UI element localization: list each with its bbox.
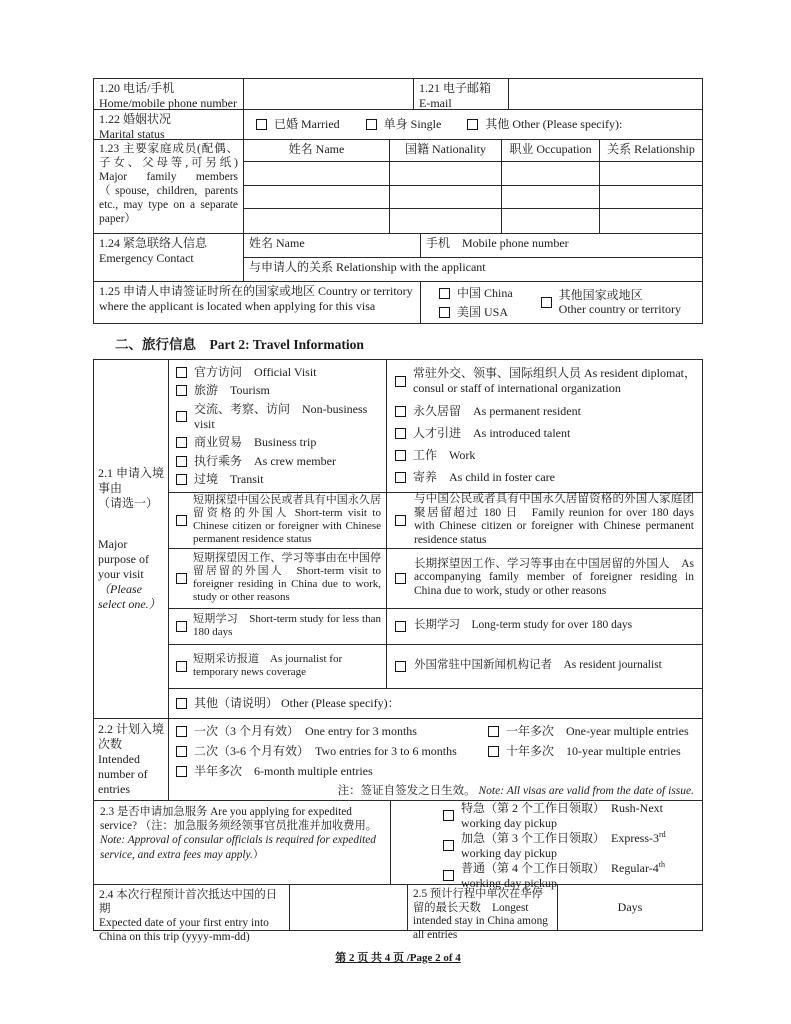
option-marital-other	[467, 117, 622, 132]
field-1-22-label-en: Marital status	[99, 127, 165, 141]
checkbox-regular[interactable]	[443, 870, 454, 881]
header-nationality: 国籍 Nationality	[390, 140, 502, 161]
option-work	[395, 448, 702, 463]
field-1-20-label-zh: 1.20 电话/手机	[99, 81, 175, 95]
family-occupation-cell[interactable]	[502, 186, 600, 209]
purpose-options	[169, 360, 702, 718]
field-2-1-label-zh2: （请选一）	[98, 495, 159, 510]
option-two-entries-label: 二次（3-6 个月有效） Two entries for 3 to 6 months	[194, 743, 457, 758]
section-2-2	[94, 718, 702, 800]
entries-line-2	[176, 744, 696, 759]
row-1-24	[94, 233, 702, 281]
checkbox-short-visit-foreigner[interactable]	[176, 573, 187, 584]
option-six-month-multiple	[176, 764, 488, 779]
checkbox-transit[interactable]	[176, 474, 187, 485]
field-2-4-label	[94, 885, 290, 943]
family-members-table	[244, 140, 702, 233]
option-crew-member-label: 执行乘务 As crew member	[194, 453, 336, 468]
option-usa-label: 美国 USA	[457, 304, 509, 319]
option-short-visit-citizen-label: 短期探望中国公民或者具有中国永久居留资格的外国人 Short-term visit to Chinese citizen or foreigner with Chinese permanent residence status	[193, 494, 381, 546]
option-regular-sup: th	[658, 859, 665, 869]
checkbox-long-study[interactable]	[395, 621, 406, 632]
option-married	[256, 117, 340, 132]
option-short-study-label: 短期学习 Short-term study for less than 180 days	[193, 613, 381, 639]
option-single-label: 单身 Single	[383, 117, 442, 131]
longest-stay-days-cell[interactable]	[558, 885, 702, 930]
option-foster-care-label: 寄养 As child in foster care	[413, 470, 555, 485]
option-rush	[443, 801, 702, 831]
option-journalist-temp-label: 短期采访报道 As journalist for temporary news coverage	[193, 653, 343, 679]
field-1-21-label	[414, 79, 509, 109]
option-family-reunion	[387, 493, 702, 548]
family-nationality-cell[interactable]	[390, 186, 502, 209]
checkbox-rush[interactable]	[443, 810, 454, 821]
option-business-trip-label: 商业贸易 Business trip	[194, 435, 317, 450]
option-long-study	[387, 609, 702, 644]
option-short-visit-citizen	[169, 493, 387, 548]
option-crew-member	[176, 454, 386, 469]
emergency-mobile-cell[interactable]: 手机 Mobile phone number	[426, 236, 569, 250]
option-one-entry	[176, 724, 488, 739]
option-single	[366, 117, 442, 132]
purpose-block-right	[387, 360, 702, 492]
option-official-visit-label: 官方访问 Official Visit	[194, 364, 317, 379]
entries-options	[169, 719, 702, 800]
option-short-visit-foreigner	[169, 549, 387, 608]
option-business-trip	[176, 435, 386, 450]
checkbox-married[interactable]	[256, 119, 267, 130]
option-resident-diplomat-label: 常驻外交、领事、国际组织人员 As resident diplomat，consul or staff of international organization	[413, 366, 696, 396]
option-family-reunion-label: 与中国公民或者具有中国永久居留资格的外国人家庭团聚居留超过 180 日 Family reunion for over 180 days with Chinese citizen or foreigner with Chinese permanent residence status	[414, 492, 694, 547]
row-1-23	[94, 139, 702, 233]
entry-date-input-area[interactable]	[290, 885, 408, 930]
option-resident-diplomat	[395, 366, 702, 396]
option-transit	[176, 472, 386, 487]
family-relationship-cell[interactable]	[600, 186, 702, 209]
option-introduced-talent-label: 人才引进 As introduced talent	[413, 425, 571, 440]
emergency-contact-cells	[244, 234, 702, 281]
checkbox-express[interactable]	[443, 840, 454, 851]
option-rush-label: 特急（第 2 个工作日领取） Rush-Next working day pickup	[461, 800, 663, 830]
option-location-other-zh: 其他国家或地区	[558, 287, 643, 302]
option-location-other-label	[559, 289, 681, 317]
checkbox-short-visit-citizen[interactable]	[176, 515, 187, 526]
family-nationality-cell[interactable]	[390, 162, 502, 185]
field-1-23-label: 1.23 主要家庭成员(配偶、子女、父母等,可另纸) Major family members （spouse, children, parents etc., may type on a separate paper）	[94, 140, 244, 233]
checkbox-one-entry[interactable]	[176, 726, 187, 737]
checkbox-tourism[interactable]	[176, 385, 187, 396]
entries-note-zh: 注：签证自签发之日生效。	[337, 784, 476, 797]
family-table-header	[244, 140, 702, 162]
checkbox-ten-year-multiple[interactable]	[488, 746, 499, 757]
location-options	[421, 282, 702, 323]
entries-line-3	[176, 764, 696, 779]
checkbox-location-china[interactable]	[439, 288, 450, 299]
family-name-cell[interactable]	[244, 162, 390, 185]
purpose-row-journalist	[169, 644, 702, 688]
option-accompanying-family	[387, 549, 702, 608]
option-regular-post: working day pickup	[461, 875, 557, 890]
option-permanent-resident	[395, 404, 702, 419]
checkbox-resident-diplomat[interactable]	[395, 376, 406, 387]
option-two-entries	[176, 744, 488, 759]
checkbox-permanent-resident[interactable]	[395, 406, 406, 417]
option-tourism-label: 旅游 Tourism	[194, 383, 270, 398]
option-six-month-multiple-label: 半年多次 6-month multiple entries	[194, 763, 373, 778]
family-relationship-cell[interactable]	[600, 209, 702, 233]
option-ten-year-multiple-label: 十年多次 10-year multiple entries	[506, 743, 681, 758]
option-express-post: working day pickup	[461, 845, 557, 860]
option-transit-label: 过境 Transit	[194, 472, 264, 487]
option-china	[439, 286, 513, 301]
family-table-row	[244, 209, 702, 233]
option-non-business-label: 交流、考察、访问 Non-business visit	[194, 401, 368, 431]
field-2-1-label-en2: （Please select one.）	[98, 581, 161, 611]
option-married-label: 已婚 Married	[274, 117, 340, 131]
purpose-row-short-visit	[169, 492, 702, 548]
family-nationality-cell[interactable]	[390, 209, 502, 233]
entries-note	[176, 784, 696, 798]
field-1-21-label-en: E-mail	[419, 96, 452, 110]
family-name-cell[interactable]	[244, 209, 390, 233]
checkbox-introduced-talent[interactable]	[395, 428, 406, 439]
option-marital-other-label: 其他 Other (Please specify):	[485, 117, 623, 131]
field-1-21-label-zh: 1.21 电子邮箱	[419, 81, 492, 95]
field-2-2-label-zh: 2.2 计划入境次数	[98, 721, 165, 751]
field-2-3-label-main: 2.3 是否申请加急服务 Are you applying for expedited service? （注：加急服务须经领事官员批准并加收费用。	[100, 805, 378, 833]
header-name: 姓名 Name	[244, 140, 390, 161]
checkbox-family-reunion[interactable]	[395, 515, 406, 526]
purpose-block	[169, 360, 702, 492]
checkbox-journalist-temp[interactable]	[176, 661, 187, 672]
header-occupation: 职业 Occupation	[502, 140, 600, 161]
checkbox-official-visit[interactable]	[176, 367, 187, 378]
row-1-22	[94, 109, 702, 139]
emergency-relationship-cell[interactable]: 与申请人的关系 Relationship with the applicant	[249, 260, 486, 274]
part1-table	[93, 78, 703, 324]
checkbox-work[interactable]	[395, 450, 406, 461]
option-short-study	[169, 609, 387, 644]
family-relationship-cell[interactable]	[600, 162, 702, 185]
field-1-24-label-en: Emergency Contact	[99, 251, 194, 265]
family-table-row	[244, 162, 702, 186]
option-express	[443, 831, 702, 861]
option-introduced-talent	[395, 426, 702, 441]
field-1-20-label-en: Home/mobile phone number	[99, 96, 237, 110]
row-1-25	[94, 281, 702, 323]
option-accompanying-family-label: 长期探望因工作、学习等事由在中国居留的外国人 As accompanying family member of foreigner residing in China due to work, study or other reasons	[414, 557, 694, 598]
option-work-label: 工作 Work	[413, 448, 476, 463]
family-occupation-cell[interactable]	[502, 162, 600, 185]
field-2-4-label-zh: 2.4 本次行程预计首次抵达中国的日期	[99, 888, 278, 915]
marital-options	[244, 110, 702, 139]
option-permanent-resident-label: 永久居留 As permanent resident	[413, 403, 581, 418]
field-2-3-label	[94, 801, 391, 884]
family-occupation-cell[interactable]	[502, 209, 600, 233]
field-1-22-label-zh: 1.22 婚姻状况	[99, 112, 172, 126]
option-journalist-temp	[169, 645, 387, 688]
section-2-1	[94, 360, 702, 718]
option-purpose-other-label: 其他（请说明） Other (Please specify)：	[194, 695, 400, 710]
field-2-2-label-en: Intended number of entries	[98, 751, 148, 796]
option-china-label: 中国 China	[457, 285, 513, 300]
field-1-24-label-zh: 1.24 紧急联络人信息	[99, 236, 208, 250]
expedited-options	[391, 800, 702, 890]
checkbox-business-trip[interactable]	[176, 437, 187, 448]
email-input-area[interactable]	[509, 79, 702, 109]
field-2-5-label: 2.5 预计行程中单次在华停留的最长天数 Longest intended stay in China among all entries	[408, 885, 558, 930]
checkbox-purpose-other[interactable]	[176, 698, 187, 709]
option-one-year-multiple-label: 一年多次 One-year multiple entries	[506, 723, 689, 738]
emergency-name-cell[interactable]: 姓名 Name	[244, 234, 421, 257]
field-2-1-label	[94, 360, 169, 718]
checkbox-marital-other[interactable]	[467, 119, 478, 130]
family-name-cell[interactable]	[244, 186, 390, 209]
checkbox-short-study[interactable]	[176, 621, 187, 632]
checkbox-non-business[interactable]	[176, 411, 187, 422]
days-unit-label: Days	[617, 899, 643, 914]
option-express-label	[461, 831, 702, 861]
location-col-a	[439, 286, 513, 320]
option-express-pre: 加急（第 3 个工作日领取） Express-3	[461, 830, 659, 845]
header-relationship: 关系 Relationship	[607, 142, 695, 156]
family-table-row	[244, 186, 702, 210]
option-one-entry-label: 一次（3 个月有效） One entry for 3 months	[194, 723, 417, 738]
checkbox-resident-journalist[interactable]	[395, 661, 406, 672]
part2-table	[93, 359, 703, 943]
option-official-visit	[176, 365, 386, 380]
option-resident-journalist-label: 外国常驻中国新闻机构记者 As resident journalist	[414, 659, 662, 672]
option-non-business	[176, 402, 386, 432]
section-2-4-2-5	[94, 884, 702, 943]
option-one-year-multiple	[488, 724, 689, 739]
field-1-22-label	[94, 110, 244, 139]
checkbox-foster-care[interactable]	[395, 472, 406, 483]
field-1-25-label: 1.25 申请人申请签证时所在的国家或地区 Country or territory where the applicant is located when applying for this visa	[94, 282, 421, 323]
field-2-1-label-en: Major purpose of your visit	[98, 536, 149, 581]
field-2-1-label-zh: 2.1 申请入境事由	[98, 465, 165, 495]
option-long-study-label: 长期学习 Long-term study for over 180 days	[414, 619, 633, 632]
checkbox-location-other[interactable]	[541, 297, 552, 308]
option-foster-care	[395, 470, 702, 485]
option-short-visit-foreigner-label: 短期探望因工作、学习等事由在中国停留居留的外国人 Short-term visit to foreigner residing in China due to work, study or other reasons	[193, 552, 381, 604]
purpose-row-visit-foreigner	[169, 548, 702, 608]
field-2-3-label-close: ）	[252, 848, 265, 861]
field-2-3-label-note: Note: Approval of consular officials is required for expedited service, and extra fees may apply.	[100, 834, 376, 861]
option-tourism	[176, 383, 386, 398]
option-location-other-en: Other country or territory	[558, 301, 681, 316]
form-page	[93, 78, 703, 966]
checkbox-crew-member[interactable]	[176, 456, 187, 467]
option-express-sup: rd	[659, 829, 666, 839]
page-number: 第 2 页 共 4 页 /Page 2 of 4	[335, 951, 461, 964]
option-ten-year-multiple	[488, 744, 681, 759]
option-regular-pre: 普通（第 4 个工作日领取） Regular-4	[461, 860, 659, 875]
option-usa	[439, 305, 513, 320]
checkbox-two-entries[interactable]	[176, 746, 187, 757]
emergency-row-a	[244, 234, 702, 258]
checkbox-location-usa[interactable]	[439, 307, 450, 318]
field-1-24-label	[94, 234, 244, 281]
section-2-3	[94, 800, 702, 890]
checkbox-accompanying-family[interactable]	[395, 573, 406, 584]
purpose-block-left	[169, 360, 387, 492]
option-location-other	[541, 289, 681, 317]
checkbox-single[interactable]	[366, 119, 377, 130]
field-2-2-label	[94, 719, 169, 800]
part2-heading: 二、旅行信息 Part 2: Travel Information	[115, 337, 364, 352]
purpose-row-other	[169, 688, 702, 718]
entries-note-en: Note: All visas are valid from the date of issue.	[478, 784, 694, 797]
option-resident-journalist	[387, 645, 702, 688]
field-2-4-label-en: Expected date of your first entry into China on this trip (yyyy-mm-dd)	[99, 916, 269, 943]
field-1-20-label	[94, 79, 244, 109]
row-1-20	[94, 79, 702, 109]
checkbox-six-month-multiple[interactable]	[176, 766, 187, 777]
purpose-row-study	[169, 608, 702, 644]
checkbox-one-year-multiple[interactable]	[488, 726, 499, 737]
phone-input-area[interactable]	[244, 79, 414, 109]
entries-line-1	[176, 724, 696, 739]
